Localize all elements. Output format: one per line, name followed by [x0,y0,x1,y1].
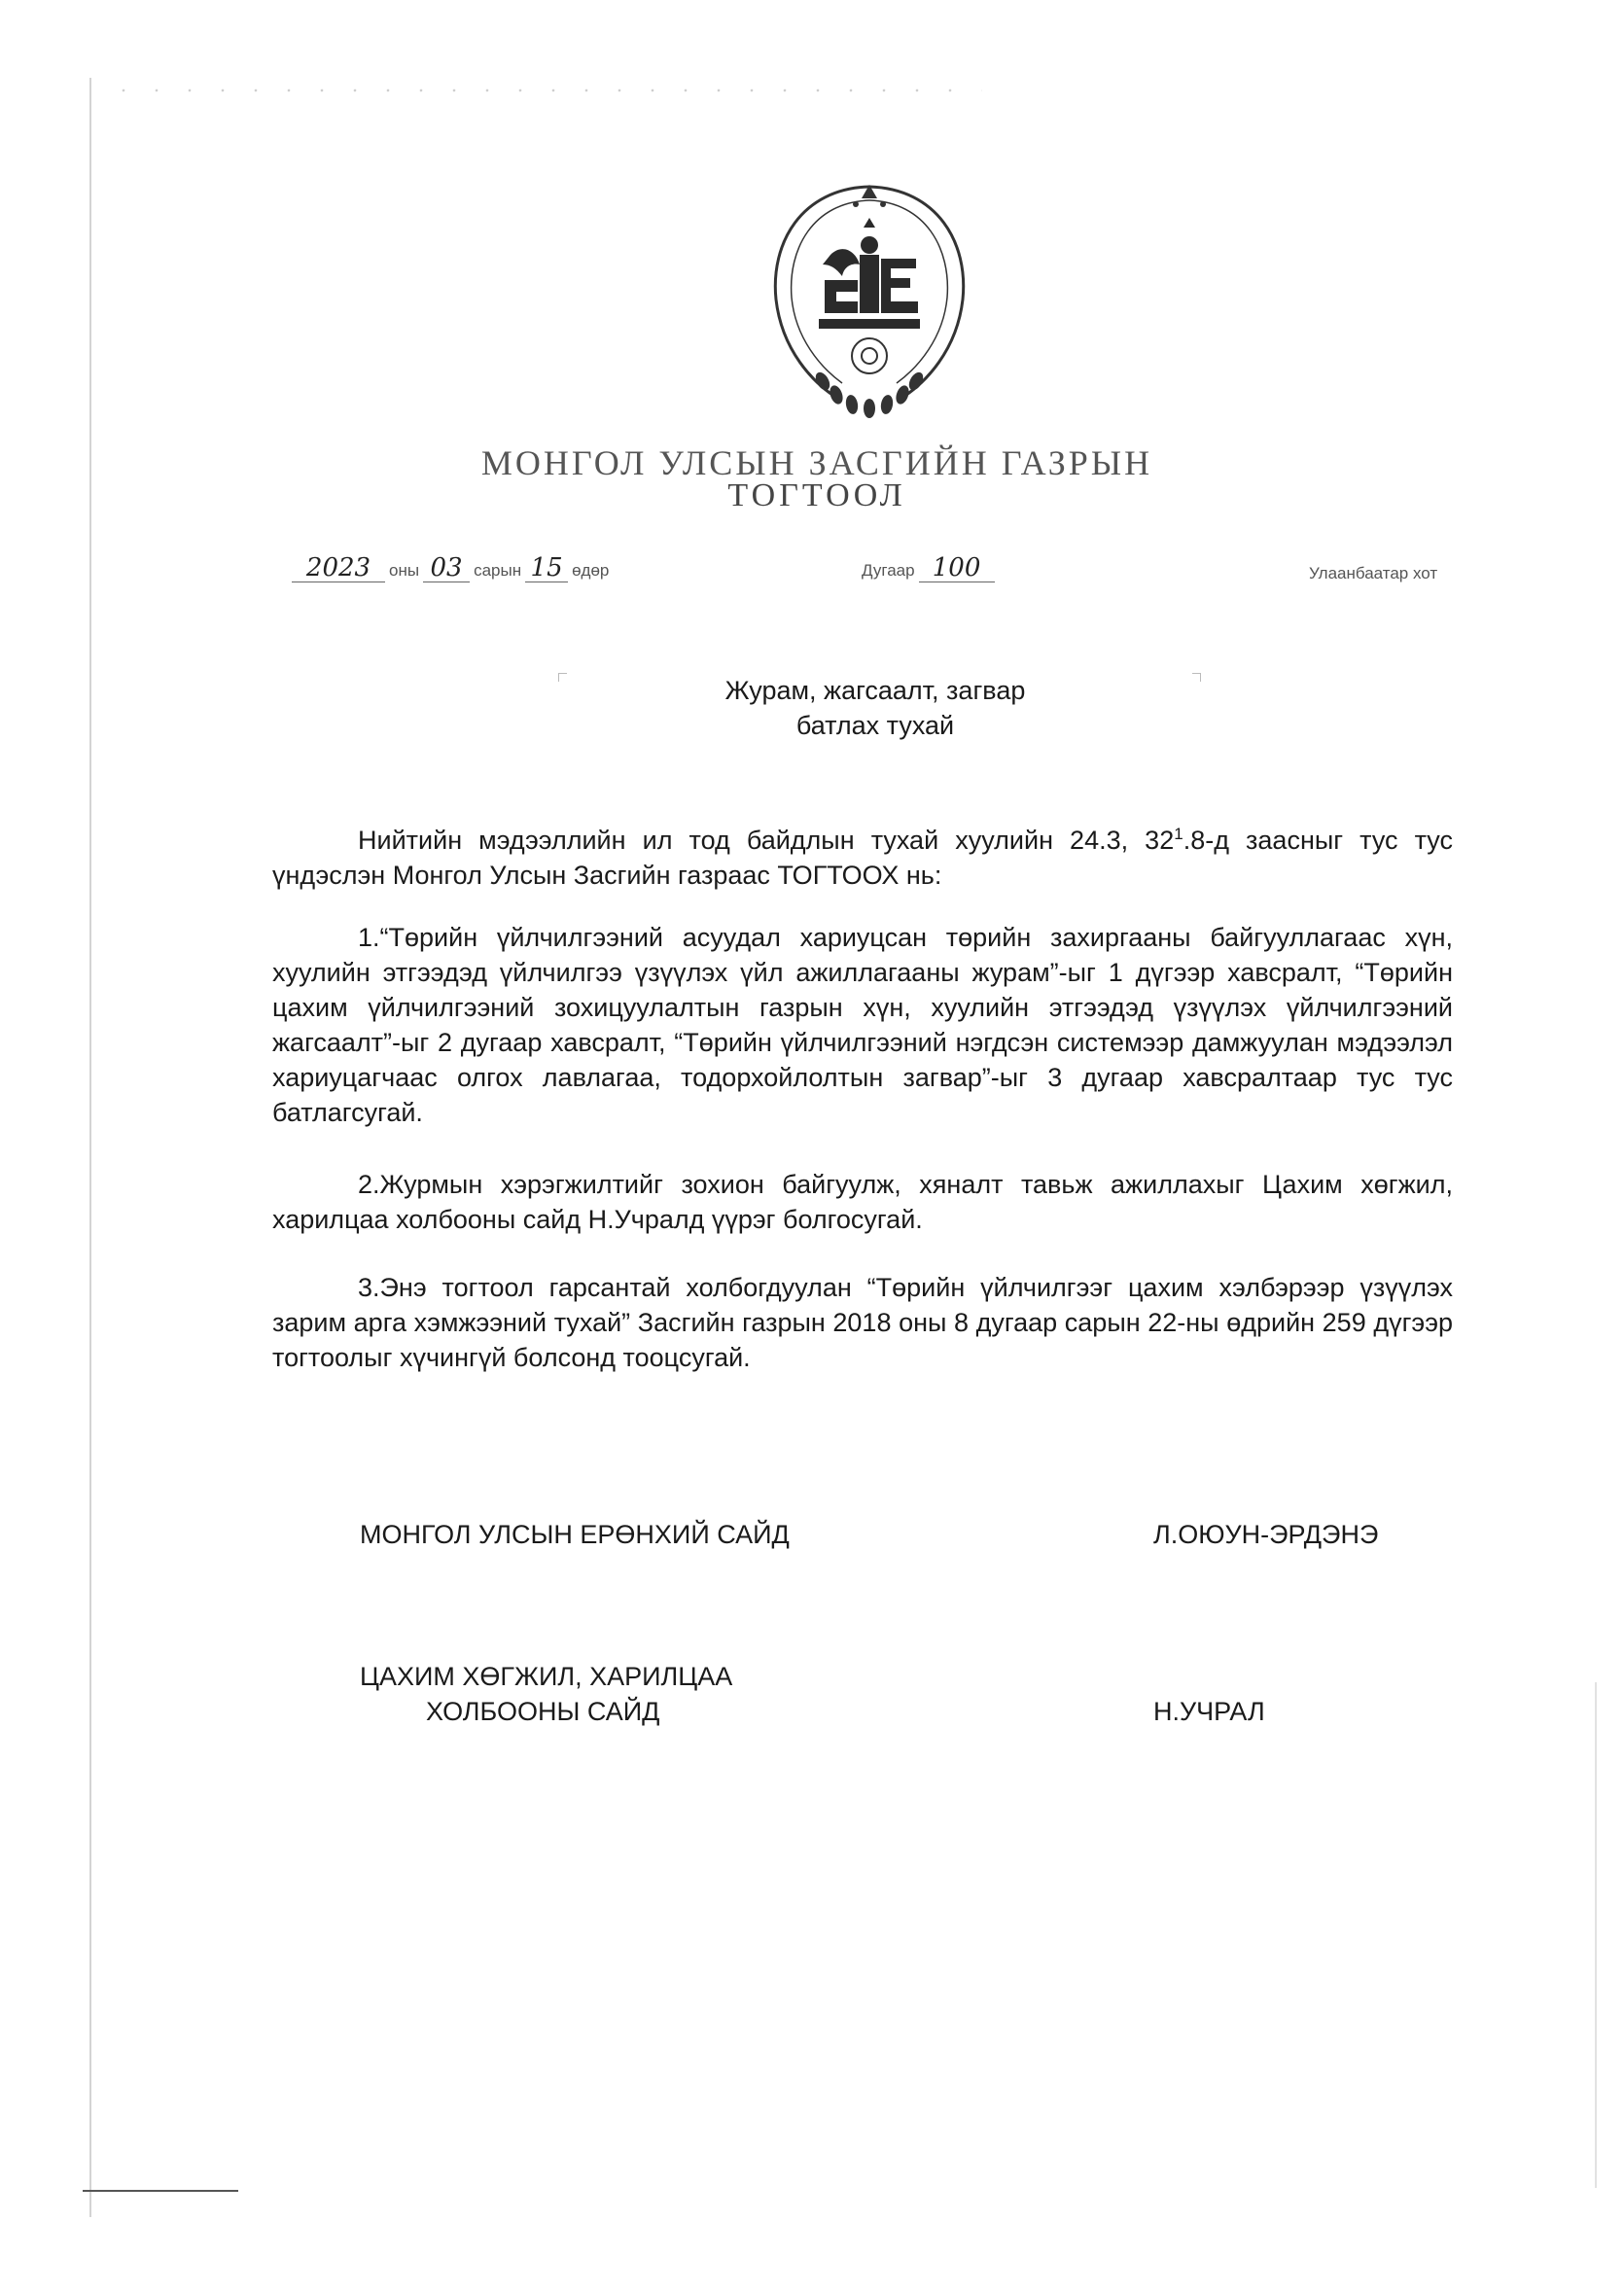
minister-title-line-2: ХОЛБООНЫ САЙД [426,1697,660,1726]
number-line [858,554,995,582]
scan-edge-right [1595,1682,1597,2188]
subject-bracket-right [1192,673,1201,682]
date-year: 2023 [292,554,385,582]
day-label: өдөр [572,561,610,580]
subject-bracket-left [558,673,567,682]
minister-title-line-1: ЦАХИМ ХӨГЖИЛ, ХАРИЛЦАА [360,1662,733,1691]
paragraph-item-2: 2.Журмын хэрэгжилтийг зохион байгуулж, хяналт тавьж ажиллахыг Цахим хөгжил, харилцаа холбооны сайд Н.Учралд үүрэг болгосугай. [272,1170,1453,1234]
prime-minister-name: Л.ОЮУН-ЭРДЭНЭ [1153,1520,1379,1549]
organization-name: МОНГОЛ УЛСЫН ЗАСГИЙН ГАЗРЫН [480,443,1153,482]
month-label: сарын [474,561,522,580]
document-type: ТОГТООЛ [727,477,906,513]
subject-line-2: батлах тухай [795,711,955,740]
preamble-paragraph [272,817,1453,893]
minister-name: Н.УЧРАЛ [1153,1697,1265,1726]
paragraph-item-3: 3.Энэ тогтоол гарсантай холбогдуулан “Төрийн үйлчилгээг цахим хэлбэрээр үзүүлэх зарим арга хэмжээний тухай” Засгийн газрын 2018 оны 8 дугаар сарын 22-ны өдрийн 259 дүгээр тогтоолыг хүчингүй болсонд тооцсугай. [272,1273,1453,1372]
date-line [292,554,613,582]
preamble-end: .8-д заасныг тус тус үндэслэн Монгол Улсын Засгийн газраас ТОГТООХ нь: [272,826,1453,890]
scan-mark-bottom [83,2190,238,2192]
scan-noise-top [107,84,982,97]
preamble-superscript: 1 [1174,825,1183,843]
document-subject [583,673,1167,743]
date-month: 03 [423,554,470,582]
scan-edge-left [89,78,91,2217]
date-day: 15 [525,554,568,582]
state-emblem-icon [762,175,976,438]
document-number: 100 [919,554,995,582]
subject-line-1: Журам, жагсаалт, загвар [724,676,1026,705]
city: Улаанбаатар хот [1309,564,1438,582]
preamble-start: Нийтийн мэдээллийн ил тод байдлын тухай хуулийн 24.3, 32 [358,826,1175,855]
number-label: Дугаар [862,561,915,580]
paragraph-item-1: 1.“Төрийн үйлчилгээний асуудал хариуцсан төрийн захиргааны байгууллагаас хүн, хуулийн этгээдэд үйлчилгээ үзүүлэх үйл ажиллагааны журам”-ыг 1 дүгээр хавсралт, “Төрийн цахим үйлчилгээний зохицуулалтын газрын хүн, хуулийн этгээдэд үзүүлэх үйлчилгээний жагсаалт”-ыг 2 дугаар хавсралт, “Төрийн үйлчилгээний нэгдсэн системээр дамжуулан мэдээлэл хариуцагчаас олгох лавлагаа, тодорхойлолтын загвар”-ыг 3 дугаар хавсралтаар тус тус батлагсугай. [272,923,1453,1127]
year-label: оны [389,561,420,580]
prime-minister-title: МОНГОЛ УЛСЫН ЕРӨНХИЙ САЙД [360,1520,790,1549]
